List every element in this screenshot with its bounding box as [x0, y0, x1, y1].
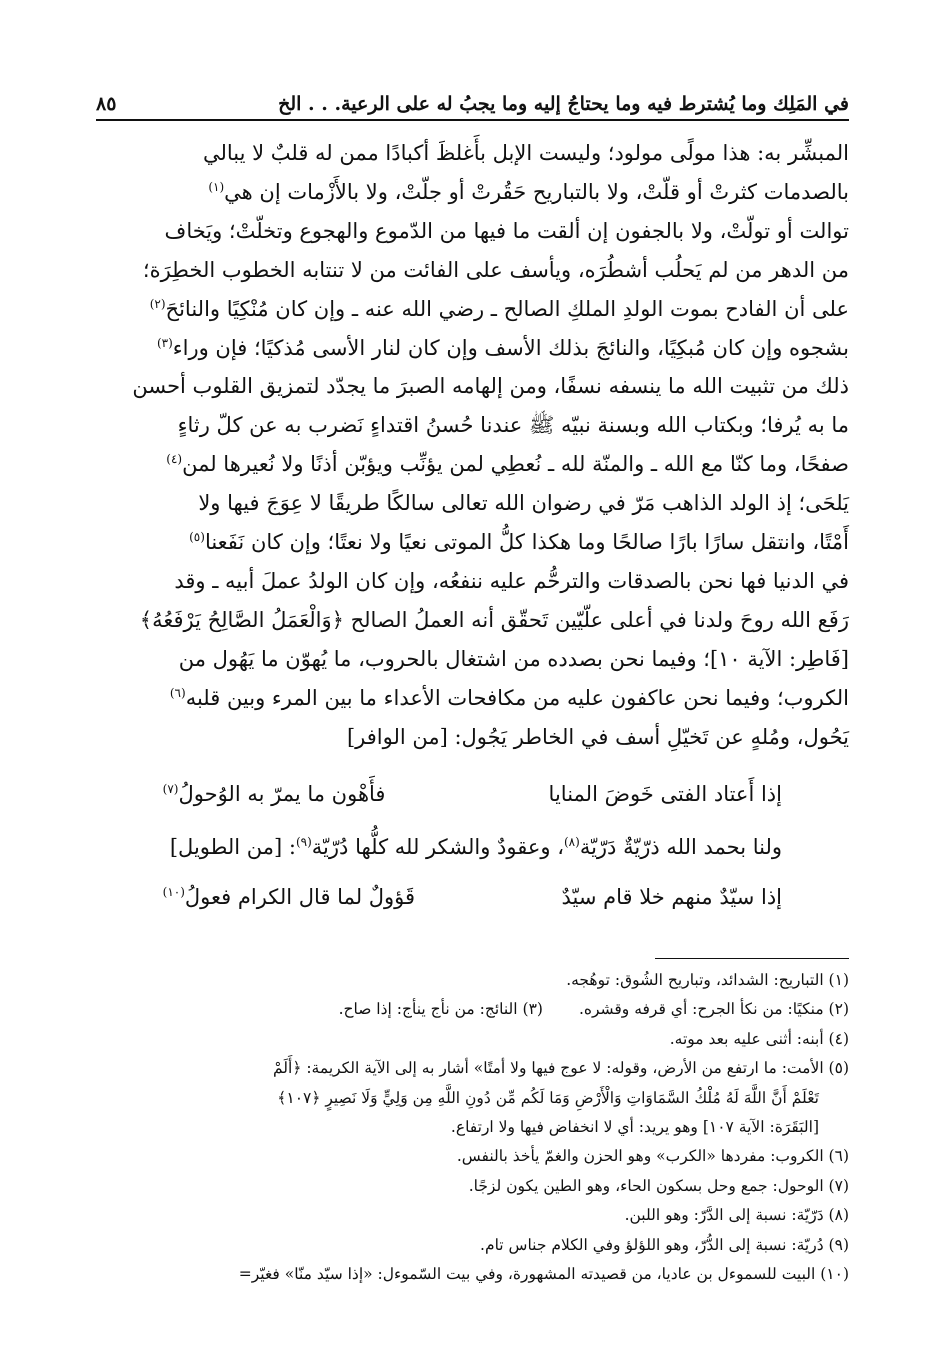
- footnote-ref: (٩): [295, 835, 312, 849]
- verse-hemistich: إذا أَعتاد الفتى خَوضَ المنايا: [548, 782, 782, 806]
- header-rule: [96, 119, 849, 121]
- footnote-ref: (٢): [149, 296, 166, 311]
- footnote-ref: (٥): [189, 530, 205, 545]
- footnote: (٤) أبنه: أثنى عليه بعد موته.: [669, 1029, 849, 1048]
- running-header: [96, 84, 849, 116]
- footnote-separator: [655, 958, 849, 959]
- footnote: (٢) منكيًا: من نكأ الجرح: أي قرفه وقشره.(٣) النائج: من نأج ينأج: إذا صاح.: [338, 1000, 849, 1019]
- verse-hemistich: قَؤولٌ لما قال الكرام فعولُ$^{(١٠)}$: [162, 885, 416, 909]
- footnote: (٧) الوحول: جمع وحل بسكون الحاء، وهو الطين يكون لزجًا.: [468, 1176, 849, 1195]
- text-line: الكروب؛ وفيما نحن عاكفون عليه من مكافحات الأعداء ما بين المرء وبين قلبه$^{(٦)}$: [169, 685, 849, 710]
- footnote-ref: (٨): [563, 835, 580, 849]
- footnotes: [96, 966, 849, 1289]
- footnote-ref: (٤): [166, 452, 183, 467]
- text-line: ذلك من تثبيت الله ما ينسفه نسفًا، ومن إلهامه الصبرَ ما يجدّد لتمزيق القلوب أحسن: [132, 374, 849, 399]
- verse-hemistich: إذا سيّدٌ منهم خلا قام سيّدٌ: [561, 885, 782, 909]
- text-line: على أن الفادح بموت الولدِ الملكِ الصالح ـ رضي الله عنه ـ وإن كان مُنْكِيًا والنائحَ$^{(٢)}$: [149, 296, 849, 321]
- text-line: أَمْتًا، وانتقل سارًا بارًا صالحًا وما هكذا كلُّ الموتى نعيًا ولا نعتًا؛ وإن كان نَفَعنا$^{(٥)}$: [189, 530, 849, 555]
- main-text: [96, 134, 849, 757]
- page-number: ٨٥: [96, 93, 117, 115]
- text-line: بشجوه وإن كان مُبكِيًا، والنائجَ بذلك الأسف وإن كان لنار الأسى مُذكيًا؛ فإن وراء$^{(٣)}$: [156, 335, 849, 360]
- footnote-ref: (٦): [169, 685, 186, 700]
- footnote: (٥) الأمت: ما ارتفع من الأرض، وقوله: لا عوج فيها ولا أمتًا» أشار به إلى الآية الكريمة: ﴿أَلَمْ: [272, 1059, 849, 1078]
- text-line: توالت أو تولّتْ، ولا بالجفون إن ألقت ما فيها من الدّموع والهجوع وتخلّتْ؛ ويَخاف: [164, 218, 849, 243]
- text-line: بالصدمات كثرتْ أو قلّتْ، ولا بالتباريح حَقُرتْ أو جلّتْ، ولا بالأَزْمات إن هي$^{(١)}$: [208, 179, 849, 204]
- text-line: يَلحَى؛ إذ الولد الذاهب مَرّ في رضوان الله تعالى سالكًا طريقًا لا عِوَجَ فيها ولا: [198, 491, 849, 516]
- poetry-verse-2: [150, 882, 782, 912]
- footnote-ref: (٧): [162, 782, 179, 796]
- verse-hemistich: فأَهْون ما يمرّ به الوُحولُ$^{(٧)}$: [162, 782, 386, 806]
- text-line: صفحًا، وما كنّا مع الله ـ والمنّة لله ـ نُعطِي لمن يؤنِّب ويؤبّن أذنًا ولا نُعيرها لمن$^{(٤)}$: [166, 452, 849, 477]
- footnote: (١٠) البيت للسموءل بن عاديا، من قصيدته المشهورة، وفي بيت السّموءل: «إذا سيّد منّا» فغيّر=: [238, 1265, 849, 1284]
- text-line: من الدهر من لم يَحلُب أشطُرَه، ويأسف على الفائت من لا تنتابه الخطوب الخطِرَة؛: [142, 257, 849, 282]
- footnote: (٨) دَرّيّة: نسبة إلى الدَّرّ: وهو اللبن.: [624, 1206, 849, 1225]
- text-line: المبشِّر به: هذا مولًى مولود؛ وليست الإبل بأَغلظَ أكبادًا ممن له قلبٌ لا يبالي: [202, 141, 849, 165]
- footnote-continuation: تَعْلَمْ أَنَّ اللَّهَ لَهُ مُلْكُ السَّمَاوَاتِ وَالْأَرْضِ وَمَا لَكُم مِّن دُونِ اللَّهِ مِن وَلِيٍّ وَلَا نَصِيرٍ ﴿١٠٧﴾: [277, 1088, 819, 1107]
- text-line: ما به يُرفا؛ وبكتاب الله وبسنة نبيّه ﷺ عندنا حُسنُ اقتداءٍ نَضرب به عن كلّ رثاءٍ: [177, 413, 849, 438]
- footnote-ref: (٣): [156, 335, 173, 350]
- text-line: رَفَع الله روحَ ولدنا في أعلى علّيّين تَحقّق أنه العملُ الصالح ﴿وَالْعَمَلُ الصَّالِحُ يَرْفَعُهُ﴾: [139, 607, 849, 632]
- footnote: (١) التباريح: الشدائد، وتباريح الشُوق: توهُجه.: [566, 971, 849, 989]
- text-line: [فَاطِر: الآية ١٠]؛ وفيما نحن بصدده من اشتغال بالحروب، ما يُهوّن ما يَهُول من: [178, 646, 849, 671]
- footnote: (٦) الكروب: مفردها «الكرب» وهو الحزن والغمّ يأخذ بالنفس.: [456, 1147, 849, 1166]
- footnote: (٩) دُريّة: نسبة إلى الدُّرّ، وهو اللؤلؤ وفي الكلام جناس تام.: [480, 1235, 849, 1254]
- text-line: في الدنيا فها نحن بالصدقات والترحُّم عليه ننفعُه، وإن كان الولدُ عملَ أبيه ـ وقد: [174, 568, 849, 593]
- header-title: في المَلِك وما يُشترط فيه وما يحتاجُ إليه وما يجبُ له على الرعية. . . الخ: [278, 93, 849, 115]
- text-line: يَحُول، ومُلهٍ عن تَخيّلِ أسف في الخاطر يَجُول: [من الوافر]: [346, 724, 849, 749]
- footnote-ref: (١): [208, 179, 225, 194]
- footnote-ref: (١٠): [162, 885, 185, 899]
- poetry-verse-1: [150, 779, 782, 809]
- text-line-descendants: ولنا بحمد الله ذرّيّةٌ دَرّيّة$^{(٨)}$، وعقودٌ والشكر لله كلُّها دُرّيّة$^{(٩)}$: [من الطويل]: [169, 835, 782, 859]
- footnote-continuation: [البَقَرَة: الآية ١٠٧] وهو يريد: أي لا انخفاض فيها ولا ارتفاع.: [450, 1118, 819, 1137]
